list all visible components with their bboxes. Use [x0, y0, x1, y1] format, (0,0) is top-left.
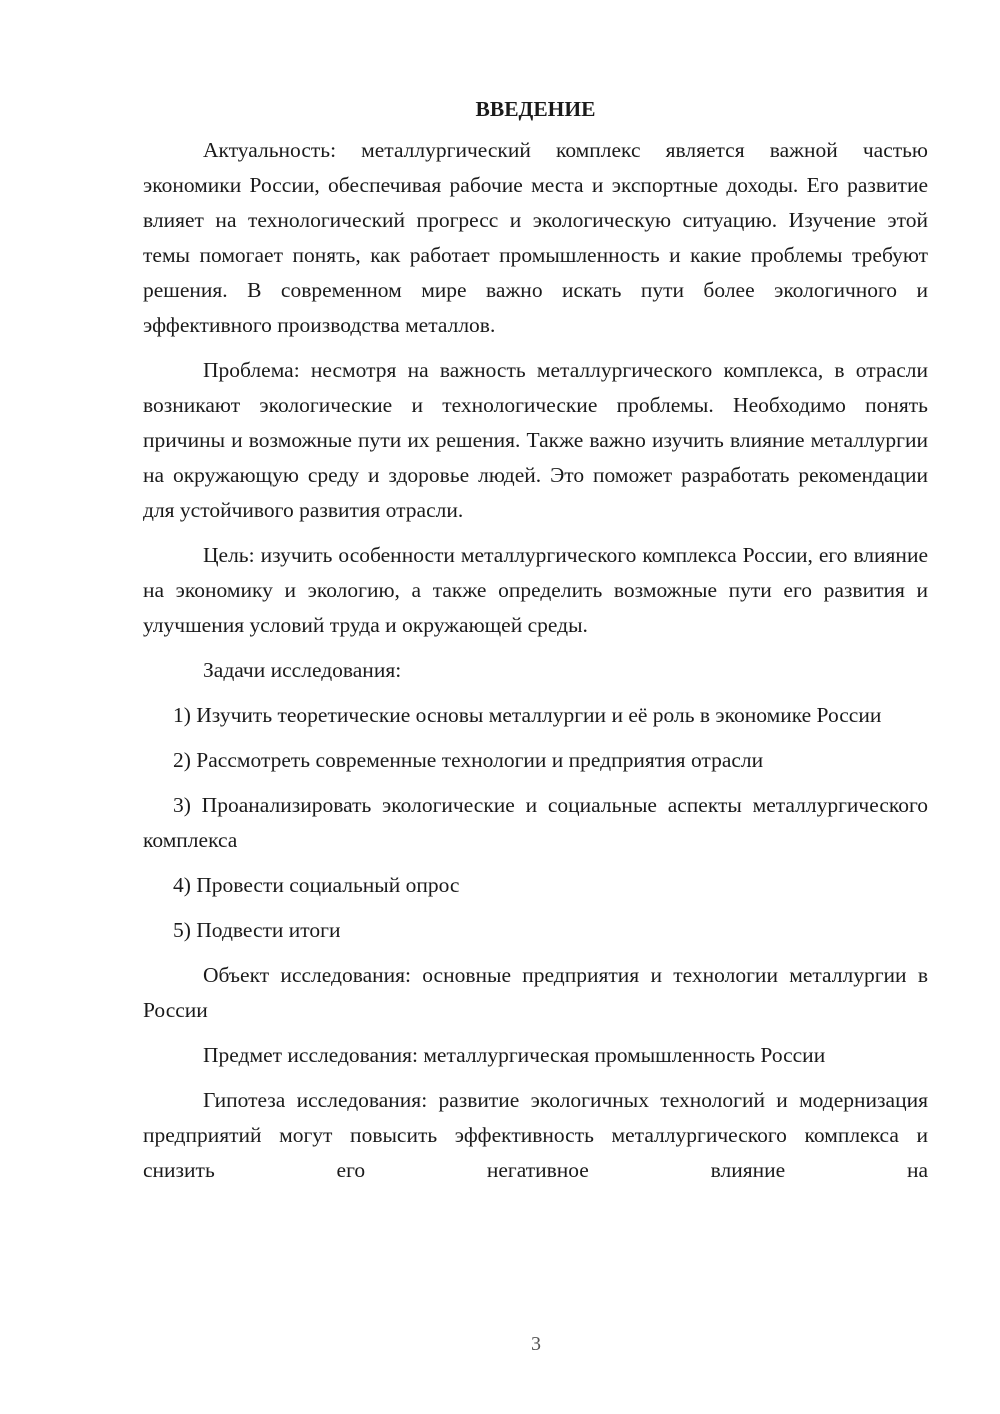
tasks-heading: Задачи исследования:: [203, 658, 402, 682]
task-item-2: 2) Рассмотреть современные технологии и предприятия отрасли: [173, 748, 764, 772]
task-item-5: 5) Подвести итоги: [173, 918, 341, 942]
paragraph-hypothesis: Гипотеза исследования: развитие экологичных технологий и модернизация предприятий могут повысить эффективность металлургического комплекса и снизить его негативное влияние на: [143, 1088, 928, 1182]
paragraph-object: Объект исследования: основные предприятия и технологии металлургии в России: [143, 963, 928, 1022]
task-item-3: 3) Проанализировать экологические и социальные аспекты металлургического комплекса: [143, 793, 928, 852]
section-heading: ВВЕДЕНИЕ: [475, 97, 596, 121]
page-content: [143, 92, 928, 1198]
paragraph-subject: Предмет исследования: металлургическая промышленность России: [203, 1043, 826, 1067]
page-number: 3: [531, 1333, 541, 1355]
task-item-4: 4) Провести социальный опрос: [173, 873, 460, 897]
paragraph-goal: Цель: изучить особенности металлургического комплекса России, его влияние на экономику и экологию, а также определить возможные пути его развития и улучшения условий труда и окружающей среды.: [143, 543, 928, 637]
paragraph-relevance: Актуальность: металлургический комплекс является важной частью экономики России, обеспечивая рабочие места и экспортные доходы. Его развитие влияет на технологический прогресс и экологическую ситуацию. Изучение этой темы помогает понять, как работает промышленность и какие проблемы требуют решения. В современном мире важно искать пути более экологичного и эффективного производства металлов.: [143, 138, 928, 337]
paragraph-problem: Проблема: несмотря на важность металлургического комплекса, в отрасли возникают экологические и технологические проблемы. Необходимо понять причины и возможные пути их решения. Также важно изучить влияние металлургии на окружающую среду и здоровье людей. Это поможет разработать рекомендации для устойчивого развития отрасли.: [143, 358, 928, 522]
task-item-1: 1) Изучить теоретические основы металлургии и её роль в экономике России: [173, 703, 882, 727]
